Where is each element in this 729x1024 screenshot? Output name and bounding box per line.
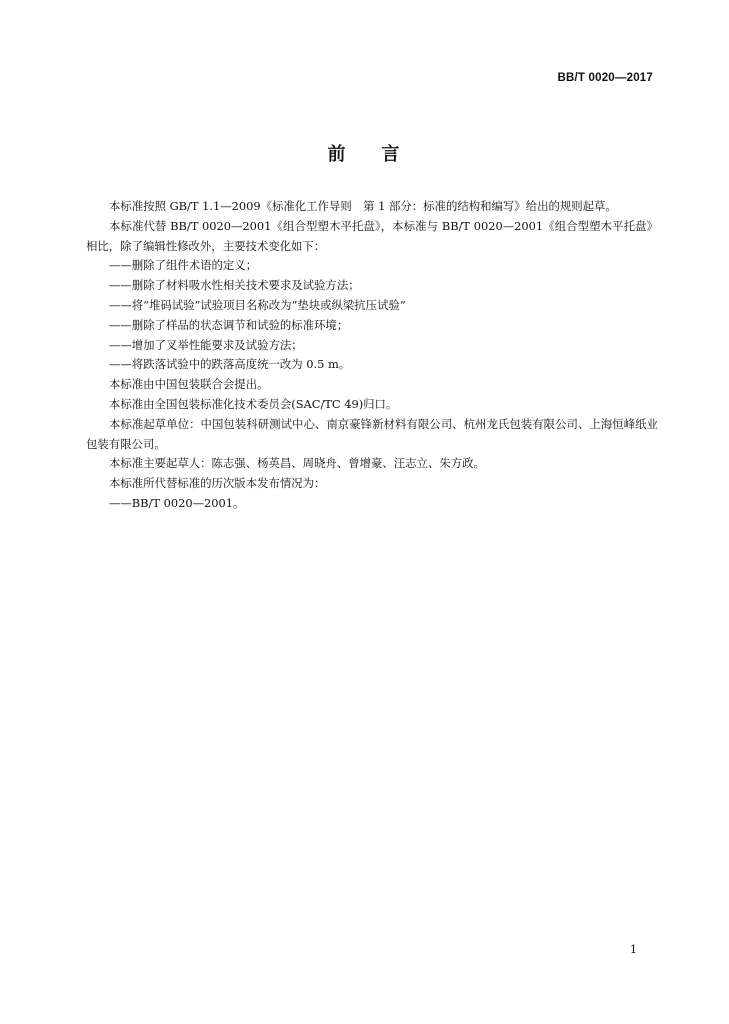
title-char-2: 言 bbox=[381, 144, 402, 165]
paragraph-committee: 本标准由全国包装标准化技术委员会(SAC/TC 49)归口。 bbox=[109, 396, 398, 411]
paragraph-drafting-rules: 本标准按照 GB/T 1.1—2009《标准化工作导则 第 1 部分：标准的结构和编写》给出的规则起草。 bbox=[109, 199, 617, 213]
change-item: ——将跌落试验中的跌落高度统一改为 0.5 m。 bbox=[109, 357, 351, 372]
history-item: ——BB/T 0020—2001。 bbox=[109, 495, 245, 510]
paragraph-drafting-units: 本标准起草单位：中国包装科研测试中心、南京豪锋新材料有限公司、杭州龙氏包装有限公司、上海恒峰纸业包装有限公司。 bbox=[86, 416, 658, 451]
paragraph-history: 本标准所代替标准的历次版本发布情况为： bbox=[109, 476, 326, 491]
page-title bbox=[0, 140, 729, 166]
paragraph-proposer: 本标准由中国包装联合会提出。 bbox=[109, 377, 269, 392]
change-item: ——删除了组件术语的定义； bbox=[109, 258, 258, 273]
foreword-body bbox=[86, 197, 658, 514]
change-item: ——增加了叉举性能要求及试验方法； bbox=[109, 337, 303, 352]
change-item: ——将“堆码试验”试验项目名称改为“垫块或纵梁抗压试验” bbox=[109, 297, 406, 312]
page-number: 1 bbox=[630, 943, 637, 956]
paragraph-replacement: 本标准代替 BB/T 0020—2001《组合型塑木平托盘》，本标准与 BB/T 0020—2001《组合型塑木平托盘》相比，除了编辑性修改外，主要技术变化如下： bbox=[86, 218, 658, 253]
change-item: ——删除了样品的状态调节和试验的标准环境； bbox=[109, 317, 349, 332]
standard-code: BB/T 0020—2017 bbox=[557, 72, 653, 84]
change-item: ——删除了材料吸水性相关技术要求及试验方法； bbox=[109, 278, 360, 293]
title-char-1: 前 bbox=[327, 144, 348, 165]
paragraph-drafters: 本标准主要起草人：陈志强、杨英昌、周晓舟、曾增豪、汪志立、朱方政。 bbox=[109, 456, 485, 471]
